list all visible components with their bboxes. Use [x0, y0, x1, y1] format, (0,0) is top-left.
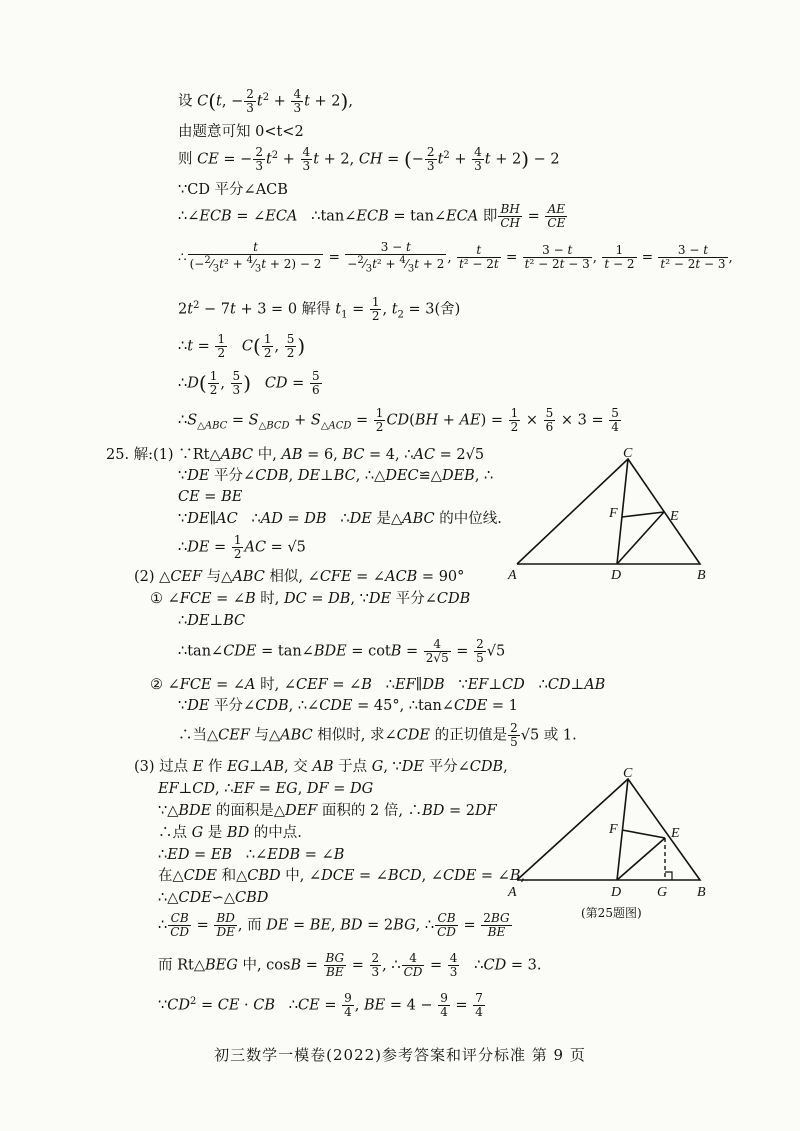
l15: ∴DE = $\frac{1}{2}$ AC = √5 [178, 533, 306, 562]
fig2-label-D: D [611, 885, 622, 900]
l01: 设 C(t, − $\frac{2}{3}$ $t^2$ + $\frac{4}{3}$ t + 2), [178, 87, 353, 116]
l12: ∵DE 平分∠CDB, DE⊥BC, ∴△DEC≌△DEB, ∴ [178, 468, 494, 484]
l14: ∵DE∥AC ∴AD = DB ∴DE 是△ABC 的中位线. [178, 511, 502, 527]
fig1-label-D: D [611, 568, 622, 582]
fig2-label-C: C [623, 766, 633, 781]
l13: CE = BE [178, 489, 243, 505]
l18: ∴DE⊥BC [178, 613, 246, 629]
fig1-label-E: E [670, 509, 679, 524]
fig2-label-B: B [697, 885, 706, 900]
figure-1-triangle [505, 448, 725, 582]
l21: ∵DE 平分∠CDB, ∴∠CDE = 45°, ∴tan∠CDE = 1 [178, 698, 518, 714]
l09: ∴D( $\frac{1}{2}$ , $\frac{5}{3}$ ) CD = $\frac{5}{6}$ [178, 369, 320, 398]
fig2-label-F: F [609, 822, 618, 837]
fig1-label-B: B [697, 568, 706, 582]
l31: 而 Rt△BEG 中, cosB = $\frac{BG}{BE}$ = $\frac{2}{3}$ , ∴ $\frac{4}{CD}$ = $\frac{4}{3}$ ∴CD = 3. [158, 951, 542, 980]
figure-2-triangle [505, 765, 725, 925]
l08: ∴t = $\frac{1}{2}$ C( $\frac{1}{2}$ , $\frac{5}{2}$ ) [178, 332, 306, 361]
figure-caption: (第25题图) [581, 906, 642, 920]
fig2-label-E: E [671, 826, 680, 841]
l02: 由题意可知 0<t<2 [178, 124, 304, 140]
l16: (2) △CEF 与△ABC 相似, ∠CFE = ∠ACB = 90° [134, 569, 465, 585]
l10: $\therefore S_{\triangle ABC} = S_{\triangle BCD} + S_{\triangle ACD}$ = $\frac{1}{2}$ CD(BH + AE) = $\frac{1}{2}$ × $\frac{5}{6}$ × 3 = $\frac{5}{4}$ [178, 406, 619, 435]
l19: ∴tan∠CDE = tan∠BDE = cotB = $\frac{4}{2√5}$ = $\frac{2}{5}$ √5 [178, 637, 506, 666]
l25: ∵△BDE 的面积是△DEF 面积的 2 倍, ∴BD = 2DF [158, 803, 497, 819]
l30: ∴ $\frac{CB}{CD}$ = $\frac{BD}{DE}$ , 而 DE = BE, BD = 2BG, ∴ $\frac{CB}{CD}$ = $\frac{2BG}{BE}$ [158, 911, 510, 940]
fig1-label-A: A [508, 568, 517, 582]
l06: ∴ $\frac{t}{(-^2⁄_3t^2 + ^4⁄_3t + 2) - 2}$ = $\frac{3 - t}{-^2⁄_3t^2 + ^4⁄_3t + 2}$ , $\frac{t}{\text{t² − 2t}}$ = $\frac{3 - t}{\text{t² − 2t − 3}}$ , $\frac{1}{t - 2}$ = $\frac{3 - t}{\text{t² − 2t − 3}}$ , [178, 240, 733, 275]
l07: $2t^2 - 7t + 3 = 0$ 解得 $t_1$ = $\frac{1}{2}$ , $t_2 = 3$(舍) [178, 295, 461, 324]
l29: ∴△CDE∽△CBD [158, 890, 269, 906]
l28: 在△CDE 和△CBD 中, ∠DCE = ∠BCD, ∠CDE = ∠B, [158, 868, 526, 884]
l04: ∵CD 平分∠ACB [178, 182, 288, 198]
l22: ∴当△CEF 与△ABC 相似时, 求∠CDE 的正切值是 $\frac{2}{5}$ √5 或 1. [178, 721, 577, 750]
fig2-label-G: G [657, 885, 668, 900]
l11: 25. 解:(1) ∵Rt△ABC 中, AB = 6, BC = 4, ∴AC = 2√5 [106, 447, 485, 463]
l03: 则 CE = − $\frac{2}{3}$ $t^2$ + $\frac{4}{3}$ t + 2, CH = (− $\frac{2}{3}$ $t^2$ + $\frac{4}{3}$ t + 2) − 2 [178, 145, 560, 174]
page-footer: 初三数学一模卷(2022)参考答案和评分标准 第 9 页 [214, 1046, 586, 1064]
l24: EF⊥CD, ∴EF = EG, DF = DG [158, 781, 374, 797]
l05: ∴∠ECB = ∠ECA ∴tan∠ECB = tan∠ECA 即 $\frac{BH}{CH}$ = $\frac{AE}{CE}$ [178, 202, 566, 231]
l27: ∴ED = EB ∴∠EDB = ∠B [158, 847, 345, 863]
fig1-label-F: F [609, 506, 618, 521]
fig2-label-A: A [508, 885, 517, 900]
l23: (3) 过点 E 作 EG⊥AB, 交 AB 于点 G, ∵DE 平分∠CDB, [134, 759, 508, 775]
l17: ① ∠FCE = ∠B 时, DC = DB, ∵DE 平分∠CDB [150, 591, 471, 607]
l32: $\because CD^2$ = CE · CB ∴CE = $\frac{9}{4}$ , BE = 4 − $\frac{9}{4}$ = $\frac{7}{4}$ [158, 991, 483, 1020]
fig1-label-C: C [623, 448, 633, 461]
l26: ∴点 G 是 BD 的中点. [158, 825, 302, 841]
l20: ② ∠FCE = ∠A 时, ∠CEF = ∠B ∴EF∥DB ∵EF⊥CD ∴CD⊥AB [150, 677, 606, 693]
